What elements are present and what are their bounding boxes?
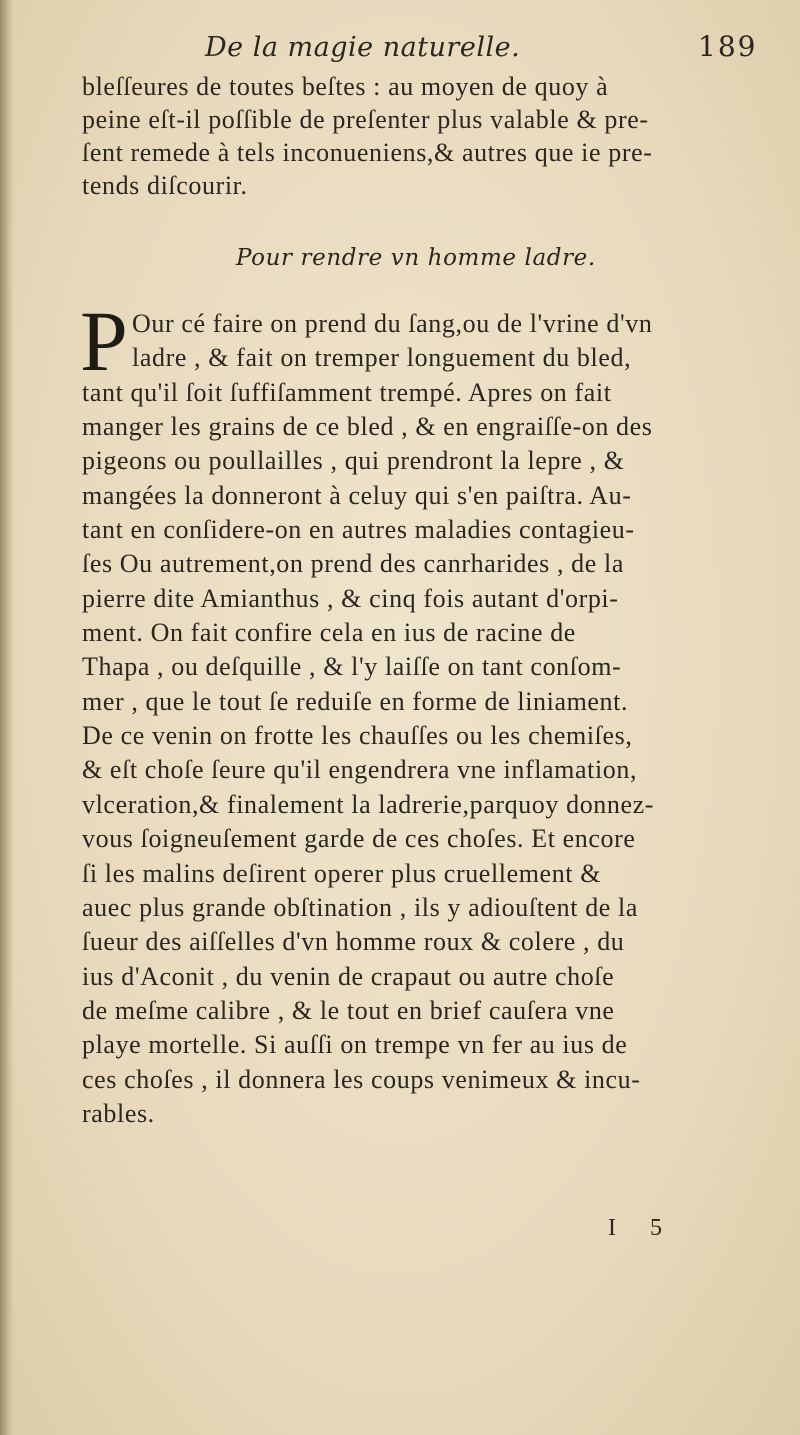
text-line: pierre dite Amianthus , & cinq fois autant d'orpi-: [82, 583, 619, 613]
text-line: ladre , & fait on tremper longuement du bled,: [132, 343, 632, 373]
text-line: pigeons ou poullailles , qui prendront la lepre , &: [82, 446, 625, 476]
text-line: vous ſoigneuſement garde de ces choſes. Et encore: [82, 824, 636, 854]
text-line: auec plus grande obſtination , ils y adiouſtent de la: [82, 892, 639, 922]
page-gutter-shadow: [0, 0, 14, 1435]
text-line: ius d'Aconit , du venin de crapaut ou autre choſe: [82, 961, 615, 991]
text-line: de meſme calibre , & le tout en brief cauſera vne: [82, 995, 615, 1025]
text-line: bleſſeures de toutes beſtes : au moyen de quoy à: [82, 72, 609, 101]
text-line: ces choſes , il donnera les coups venimeux & incu-: [82, 1064, 641, 1094]
text-line: peine eſt-il poſſible de preſenter plus valable & pre-: [82, 105, 649, 134]
text-line: ſent remede à tels inconueniens,& autres que ie pre-: [82, 138, 653, 167]
text-line: rables.: [82, 1098, 155, 1128]
signature-mark: I 5: [608, 1215, 676, 1241]
text-line: mer , que le tout ſe reduiſe en forme de liniament.: [82, 686, 629, 716]
text-line: tant qu'il ſoit ſuffiſamment trempé. Apres on fait: [82, 377, 612, 407]
text-line: tant en conſidere-on en autres maladies contagieu-: [82, 515, 635, 545]
text-line: ſes Ou autrement,on prend des canrharides , de la: [82, 549, 624, 579]
page-header: [0, 26, 800, 76]
text-line: Our cé faire on prend du ſang,ou de l'vrine d'vn: [132, 309, 653, 338]
text-line: tends diſcourir.: [82, 171, 248, 200]
text-line: ment. On fait confire cela en ius de racine de: [82, 618, 576, 648]
intro-paragraph: [82, 70, 782, 202]
running-title: De la magie naturelle.: [205, 32, 521, 63]
text-line: playe mortelle. Si auſſi on trempe vn fer au ius de: [82, 1030, 628, 1060]
text-line: De ce venin on frotte les chauſſes ou les chemiſes,: [82, 721, 633, 751]
main-paragraph: [82, 307, 782, 1131]
text-line: manger les grains de ce bled , & en engraiſſe-on des: [82, 412, 653, 442]
section-heading: Pour rendre vn homme ladre.: [236, 245, 596, 271]
text-line: vlceration,& finalement la ladrerie,parquoy donnez-: [82, 789, 655, 819]
text-line: mangées la donneront à celuy qui s'en paiſtra. Au-: [82, 480, 632, 510]
text-line: & eſt choſe ſeure qu'il engendrera vne inflamation,: [82, 755, 638, 785]
drop-cap: P: [80, 293, 128, 389]
text-line: ſi les malins deſirent operer plus cruellement &: [82, 858, 602, 888]
text-line: Thapa , ou deſquille , & l'y laiſſe on tant conſom-: [82, 652, 622, 682]
text-line: ſueur des aiſſelles d'vn homme roux & colere , du: [82, 927, 625, 957]
page-number: 189: [698, 30, 758, 63]
